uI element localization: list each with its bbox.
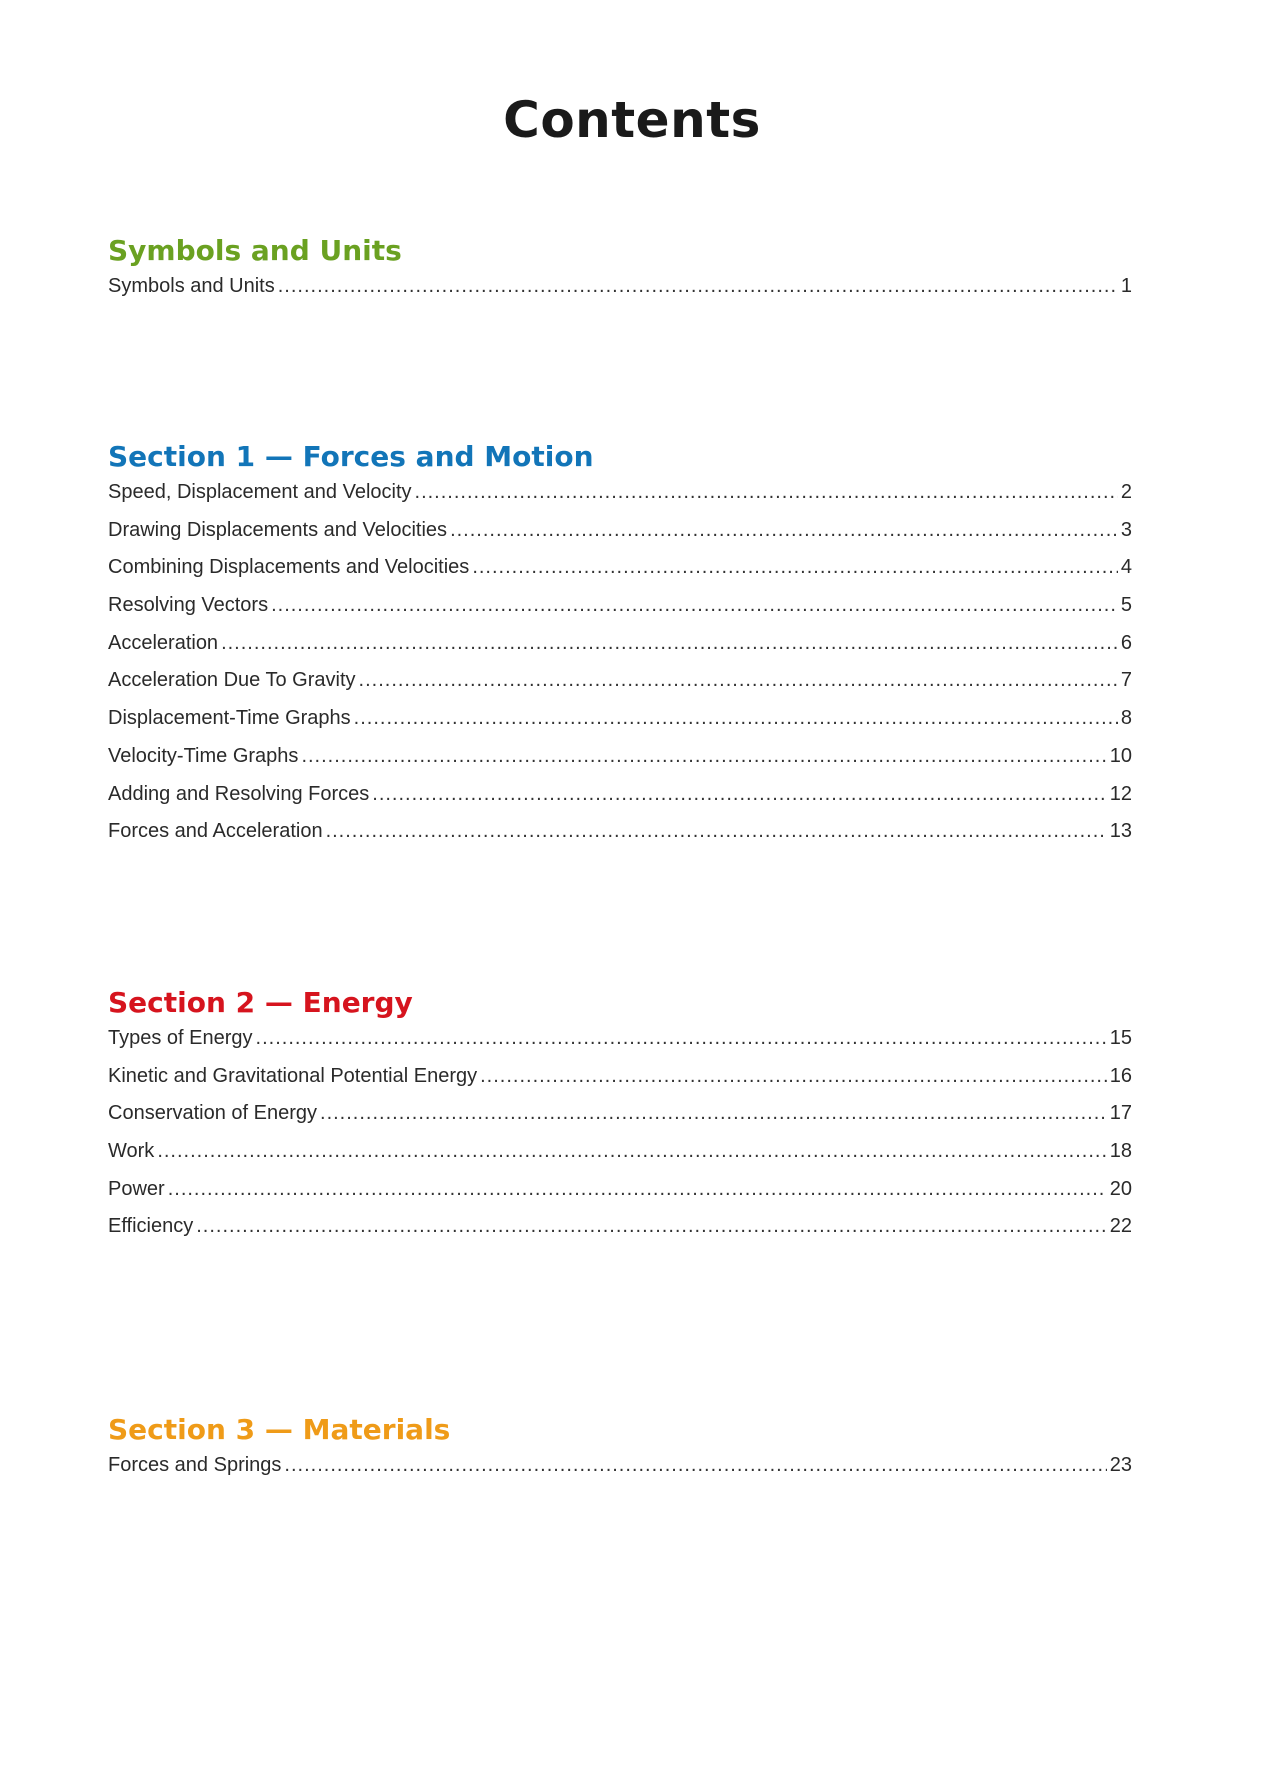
toc-entry[interactable] xyxy=(108,820,1132,858)
toc-entry-title: Resolving Vectors xyxy=(108,594,269,617)
dot-leader xyxy=(472,556,1118,579)
toc-entry-title: Drawing Displacements and Velocities xyxy=(108,518,448,541)
toc-entry-title: Efficiency xyxy=(108,1215,194,1238)
dot-leader xyxy=(320,1102,1107,1125)
toc-entry[interactable] xyxy=(108,1178,1132,1216)
section-heading: Symbols and Units xyxy=(108,234,402,267)
toc-entry-title: Types of Energy xyxy=(108,1027,253,1049)
toc-entry-page: 6 xyxy=(1120,631,1132,654)
toc-entry-title: Displacement-Time Graphs xyxy=(108,707,351,730)
toc-entry-title: Kinetic and Gravitational Potential Energy xyxy=(108,1064,478,1087)
toc-entry-page: 16 xyxy=(1109,1064,1132,1087)
toc-entry-page: 20 xyxy=(1109,1177,1132,1200)
toc-entry-title: Forces and Springs xyxy=(108,1454,282,1476)
toc-entry-title: Forces and Acceleration xyxy=(108,820,323,843)
toc-entry-title: Acceleration xyxy=(108,631,219,654)
toc-entry[interactable] xyxy=(108,275,1132,313)
dot-leader xyxy=(372,783,1106,806)
dot-leader xyxy=(168,1178,1107,1201)
toc-entry-title: Work xyxy=(108,1140,155,1163)
toc-entry[interactable] xyxy=(108,556,1132,594)
toc-entry-title: Combining Displacements and Velocities xyxy=(108,556,470,579)
page-title: Contents xyxy=(503,91,761,149)
toc-entry[interactable] xyxy=(108,1215,1132,1253)
toc-entry-page: 3 xyxy=(1120,518,1132,541)
toc-entry[interactable] xyxy=(108,594,1132,632)
toc-entry[interactable] xyxy=(108,519,1132,557)
toc-entry-page: 5 xyxy=(1120,594,1132,617)
dot-leader xyxy=(480,1065,1107,1088)
toc-entry-page: 10 xyxy=(1109,744,1132,767)
toc-entry-page: 4 xyxy=(1120,556,1132,579)
toc-section-materials xyxy=(108,1412,1132,1492)
dot-leader xyxy=(157,1140,1106,1163)
toc-list xyxy=(108,1454,1132,1492)
dot-leader xyxy=(359,669,1118,692)
toc-list xyxy=(108,481,1132,858)
toc-entry-title: Conservation of Energy xyxy=(108,1102,318,1125)
toc-entry[interactable] xyxy=(108,707,1132,745)
toc-entry[interactable] xyxy=(108,1140,1132,1178)
dot-leader xyxy=(354,707,1118,730)
toc-entry-page: 12 xyxy=(1109,782,1132,805)
toc-entry-page: 1 xyxy=(1120,275,1132,297)
toc-entry-page: 7 xyxy=(1120,669,1132,692)
section-heading: Section 1 — Forces and Motion xyxy=(108,440,594,473)
toc-entry[interactable] xyxy=(108,1027,1132,1065)
toc-list xyxy=(108,1027,1132,1253)
dot-leader xyxy=(301,745,1106,768)
dot-leader xyxy=(278,275,1118,298)
toc-entry[interactable] xyxy=(108,632,1132,670)
toc-entry-page: 23 xyxy=(1109,1454,1132,1476)
toc-entry-title: Acceleration Due To Gravity xyxy=(108,669,356,692)
dot-leader xyxy=(256,1027,1107,1050)
dot-leader xyxy=(415,481,1118,504)
toc-entry[interactable] xyxy=(108,1454,1132,1492)
toc-entry[interactable] xyxy=(108,745,1132,783)
toc-entry-title: Speed, Displacement and Velocity xyxy=(108,481,412,503)
dot-leader xyxy=(284,1454,1106,1477)
toc-list xyxy=(108,275,1132,313)
toc-entry-page: 18 xyxy=(1109,1140,1132,1163)
toc-entry-page: 13 xyxy=(1109,820,1132,843)
toc-entry[interactable] xyxy=(108,783,1132,821)
toc-entry-title: Power xyxy=(108,1177,165,1200)
section-heading: Section 3 — Materials xyxy=(108,1413,451,1446)
toc-section-symbols xyxy=(108,233,1132,313)
toc-entry-title: Symbols and Units xyxy=(108,275,275,297)
toc-entry-title: Velocity-Time Graphs xyxy=(108,744,299,767)
toc-section-energy xyxy=(108,985,1132,1253)
toc-entry[interactable] xyxy=(108,1065,1132,1103)
dot-leader xyxy=(271,594,1118,617)
toc-entry-page: 15 xyxy=(1109,1027,1132,1049)
toc-entry-page: 22 xyxy=(1109,1215,1132,1238)
toc-section-forces-and-motion xyxy=(108,439,1132,858)
toc-entry-page: 8 xyxy=(1120,707,1132,730)
dot-leader xyxy=(221,632,1118,655)
toc-entry[interactable] xyxy=(108,1102,1132,1140)
dot-leader xyxy=(326,820,1107,843)
toc-entry-title: Adding and Resolving Forces xyxy=(108,782,370,805)
toc-entry-page: 2 xyxy=(1120,481,1132,503)
toc-entry[interactable] xyxy=(108,669,1132,707)
section-heading: Section 2 — Energy xyxy=(108,986,413,1019)
dot-leader xyxy=(450,519,1118,542)
toc-entry-page: 17 xyxy=(1109,1102,1132,1125)
toc-entry[interactable] xyxy=(108,481,1132,519)
dot-leader xyxy=(196,1215,1107,1238)
